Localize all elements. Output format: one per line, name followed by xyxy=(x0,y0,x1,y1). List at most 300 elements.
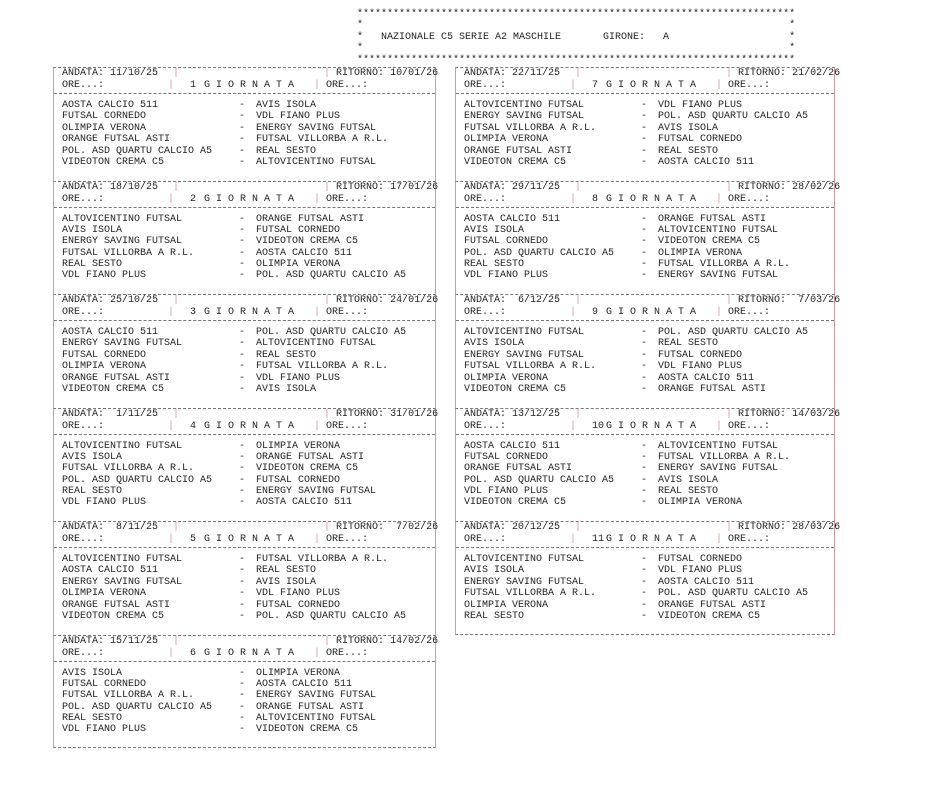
home-team: ENERGY SAVING FUTSAL xyxy=(62,338,183,350)
separator: | xyxy=(168,534,175,545)
away-team: OLIMPIA VERONA xyxy=(658,247,743,259)
match-dash: - xyxy=(239,372,246,384)
andata-label: ANDATA: xyxy=(62,408,105,420)
andata-cell xyxy=(464,522,569,534)
away-team: AOSTA CALCIO 511 xyxy=(256,497,353,509)
separator: | xyxy=(314,647,327,659)
header-banner xyxy=(357,9,795,66)
away-team: AOSTA CALCIO 511 xyxy=(256,247,353,259)
match-row xyxy=(456,327,834,338)
match-row xyxy=(54,452,435,463)
match-row xyxy=(456,214,834,225)
round-header xyxy=(456,68,841,94)
andata-cell xyxy=(464,182,569,194)
giornata-label: G I O R N A T A xyxy=(606,534,697,545)
match-row xyxy=(54,679,435,690)
match-row xyxy=(54,713,435,724)
match-row xyxy=(54,123,435,134)
round-block xyxy=(455,181,841,295)
home-team: AVIS ISOLA xyxy=(464,565,525,577)
match-dash: - xyxy=(239,361,246,373)
match-row xyxy=(456,236,834,247)
round-block xyxy=(455,408,841,522)
match-row xyxy=(54,690,435,701)
andata-cell xyxy=(62,68,167,80)
home-team: FUTSAL CORNEDO xyxy=(62,678,147,690)
home-team: VDL FIANO PLUS xyxy=(62,497,147,509)
header-ore-row xyxy=(62,194,443,206)
away-team: VDL FIANO PLUS xyxy=(256,111,341,123)
home-team: VIDEOTON CREMA C5 xyxy=(62,156,165,168)
match-dash: - xyxy=(641,100,648,111)
match-dash: - xyxy=(641,599,648,611)
ore-ritorno: ORE...: xyxy=(728,534,771,545)
match-dash: - xyxy=(239,213,246,225)
ore-ritorno: ORE...: xyxy=(326,307,369,318)
giornata-spacer xyxy=(179,68,324,80)
andata-date: 13/12/25 xyxy=(512,408,561,420)
separator: | xyxy=(168,193,175,205)
banner-blank-bottom: * * xyxy=(357,43,796,55)
giornata-label: G I O R N A T A xyxy=(204,307,295,318)
home-team: OLIMPIA VERONA xyxy=(464,372,549,384)
match-row xyxy=(54,497,435,508)
match-row xyxy=(54,384,435,395)
match-row xyxy=(54,134,435,145)
separator: | xyxy=(324,295,337,306)
match-dash: - xyxy=(239,122,246,134)
separator: | xyxy=(569,522,582,533)
giornata-number: 1 xyxy=(190,80,197,91)
home-team: POL. ASD QUARTU CALCIO A5 xyxy=(62,701,213,713)
match-row xyxy=(54,236,435,247)
ritorno-label: RITORNO: xyxy=(336,181,385,193)
home-team: POL. ASD QUARTU CALCIO A5 xyxy=(62,474,213,486)
ore-ritorno: ORE...: xyxy=(326,420,369,432)
header-dates-row xyxy=(464,409,842,421)
home-team: VIDEOTON CREMA C5 xyxy=(464,497,567,509)
giornata-spacer xyxy=(179,409,324,421)
andata-date: 6/12/25 xyxy=(512,295,561,306)
home-team: ORANGE FUTSAL ASTI xyxy=(464,463,573,475)
away-team: AVIS ISOLA xyxy=(256,576,317,588)
giornata-label: G I O R N A T A xyxy=(204,647,295,659)
away-team: VDL FIANO PLUS xyxy=(658,100,743,111)
andata-label: ANDATA: xyxy=(464,522,507,533)
match-dash: - xyxy=(239,270,246,282)
match-dash: - xyxy=(641,497,648,509)
home-team: FUTSAL VILLORBA A R.L. xyxy=(464,122,597,134)
away-team: FUTSAL CORNEDO xyxy=(658,134,743,146)
home-team: ORANGE FUTSAL ASTI xyxy=(62,134,171,146)
match-dash: - xyxy=(239,100,246,111)
away-team: FUTSAL VILLORBA A R.L. xyxy=(658,451,791,463)
home-team: AOSTA CALCIO 511 xyxy=(62,100,159,111)
giornata-spacer xyxy=(581,295,726,307)
andata-cell xyxy=(464,409,569,421)
match-dash: - xyxy=(641,349,648,361)
ore-andata: ORE...: xyxy=(62,80,105,91)
home-team: FUTSAL CORNEDO xyxy=(464,451,549,463)
header-ore-row xyxy=(464,421,842,433)
away-team: REAL SESTO xyxy=(256,565,317,577)
match-dash: - xyxy=(239,610,246,622)
ritorno-cell xyxy=(324,68,443,80)
ritorno-cell xyxy=(324,182,443,194)
match-dash: - xyxy=(641,111,648,123)
round-matches xyxy=(456,548,834,622)
home-team: VIDEOTON CREMA C5 xyxy=(62,610,165,622)
home-team: ENERGY SAVING FUTSAL xyxy=(464,576,585,588)
round-matches xyxy=(54,208,435,282)
separator: | xyxy=(167,522,180,533)
banner-stars-bottom: ************************************************************************* xyxy=(357,54,796,66)
ritorno-label: RITORNO: xyxy=(336,68,385,79)
separator: | xyxy=(167,68,180,79)
away-team: ENERGY SAVING FUTSAL xyxy=(658,463,779,475)
match-row xyxy=(456,565,834,576)
ore-andata: ORE...: xyxy=(62,420,105,432)
giornata-label: G I O R N A T A xyxy=(606,193,697,205)
header-ore-row xyxy=(62,80,443,92)
match-dash: - xyxy=(239,701,246,713)
separator: | xyxy=(716,193,729,205)
round-header xyxy=(54,68,439,94)
giornata-number: 11 xyxy=(592,534,605,545)
match-dash: - xyxy=(641,440,648,452)
ore-andata: ORE...: xyxy=(62,193,105,205)
giornata-spacer xyxy=(581,409,726,421)
andata-date: 8/11/25 xyxy=(110,522,159,533)
round-header xyxy=(456,295,841,321)
match-dash: - xyxy=(239,451,246,463)
home-team: FUTSAL CORNEDO xyxy=(62,111,147,123)
giornata-number: 5 xyxy=(190,534,197,545)
round-block xyxy=(455,521,841,635)
ritorno-cell xyxy=(324,522,443,534)
home-team: VDL FIANO PLUS xyxy=(464,270,549,282)
match-row xyxy=(456,134,834,145)
away-team: POL. ASD QUARTU CALCIO A5 xyxy=(256,270,407,282)
andata-date: 15/11/25 xyxy=(110,635,159,647)
header-dates-row xyxy=(464,68,842,80)
away-team: POL. ASD QUARTU CALCIO A5 xyxy=(658,111,809,123)
match-row xyxy=(456,350,834,361)
home-team: REAL SESTO xyxy=(464,610,525,622)
match-row xyxy=(54,702,435,713)
ore-andata: ORE...: xyxy=(464,193,507,205)
away-team: OLIMPIA VERONA xyxy=(256,440,341,452)
home-team: ALTOVICENTINO FUTSAL xyxy=(464,554,585,565)
separator: | xyxy=(716,420,729,432)
match-dash: - xyxy=(239,486,246,498)
header-dates-row xyxy=(464,182,842,194)
match-row xyxy=(456,111,834,122)
away-team: POL. ASD QUARTU CALCIO A5 xyxy=(256,327,407,338)
header-ore-row xyxy=(464,534,842,546)
ritorno-cell xyxy=(324,295,443,307)
andata-cell xyxy=(464,68,569,80)
away-team: VDL FIANO PLUS xyxy=(256,372,341,384)
round-matches xyxy=(54,321,435,395)
separator: | xyxy=(167,295,180,306)
match-dash: - xyxy=(239,690,246,702)
home-team: OLIMPIA VERONA xyxy=(62,361,147,373)
round-header xyxy=(456,522,841,548)
ritorno-date: 14/02/26 xyxy=(390,635,439,647)
giornata-number: 7 xyxy=(592,80,599,91)
match-dash: - xyxy=(239,678,246,690)
away-team: VDL FIANO PLUS xyxy=(658,361,743,373)
ore-andata: ORE...: xyxy=(464,534,507,545)
home-team: ENERGY SAVING FUTSAL xyxy=(62,236,183,248)
match-row xyxy=(54,441,435,452)
giornata-number: 6 xyxy=(190,647,197,659)
header-dates-row xyxy=(464,295,842,307)
giornata-spacer xyxy=(179,182,324,194)
giornata-label: G I O R N A T A xyxy=(204,534,295,545)
home-team: REAL SESTO xyxy=(62,713,123,725)
home-team: OLIMPIA VERONA xyxy=(62,122,147,134)
ore-ritorno: ORE...: xyxy=(728,307,771,318)
home-team: POL. ASD QUARTU CALCIO A5 xyxy=(464,474,615,486)
match-row xyxy=(54,724,435,735)
match-row xyxy=(456,157,834,168)
home-team: FUTSAL VILLORBA A R.L. xyxy=(62,247,195,259)
away-team: AOSTA CALCIO 511 xyxy=(658,372,755,384)
away-team: POL. ASD QUARTU CALCIO A5 xyxy=(256,610,407,622)
match-dash: - xyxy=(239,474,246,486)
ritorno-label: RITORNO: xyxy=(336,295,385,306)
match-row xyxy=(54,668,435,679)
home-team: AOSTA CALCIO 511 xyxy=(62,327,159,338)
header-ore-row xyxy=(62,307,443,319)
ore-ritorno: ORE...: xyxy=(326,647,369,659)
separator: | xyxy=(314,80,327,91)
match-dash: - xyxy=(641,134,648,146)
away-team: REAL SESTO xyxy=(658,145,719,157)
match-dash: - xyxy=(239,463,246,475)
giornata-spacer xyxy=(179,295,324,307)
round-block xyxy=(455,67,841,181)
match-dash: - xyxy=(239,383,246,395)
away-team: FUTSAL VILLORBA A R.L. xyxy=(256,361,389,373)
round-block xyxy=(53,294,439,408)
separator: | xyxy=(569,68,582,79)
match-dash: - xyxy=(641,122,648,134)
andata-label: ANDATA: xyxy=(464,295,507,306)
match-row xyxy=(54,100,435,111)
match-dash: - xyxy=(641,554,648,565)
match-dash: - xyxy=(239,111,246,123)
giornata-spacer xyxy=(581,522,726,534)
andata-cell xyxy=(464,295,569,307)
match-row xyxy=(54,373,435,384)
match-row xyxy=(54,486,435,497)
away-team: ENERGY SAVING FUTSAL xyxy=(256,486,377,498)
match-row xyxy=(54,565,435,576)
away-team: ORANGE FUTSAL ASTI xyxy=(658,383,767,395)
match-dash: - xyxy=(641,338,648,350)
match-row xyxy=(54,338,435,349)
andata-label: ANDATA: xyxy=(62,181,105,193)
header-dates-row xyxy=(464,522,842,534)
match-row xyxy=(456,600,834,611)
away-team: FUTSAL VILLORBA A R.L. xyxy=(256,134,389,146)
round-header xyxy=(54,181,439,208)
separator: | xyxy=(168,420,175,432)
banner-blank-top: * * xyxy=(357,20,796,32)
match-row xyxy=(54,463,435,474)
match-row xyxy=(456,577,834,588)
ritorno-cell xyxy=(324,636,443,648)
andata-label: ANDATA: xyxy=(464,408,507,420)
home-team: OLIMPIA VERONA xyxy=(464,599,549,611)
away-team: ALTOVICENTINO FUTSAL xyxy=(658,440,779,452)
match-row xyxy=(456,463,834,474)
match-row xyxy=(54,111,435,122)
ritorno-cell xyxy=(726,68,842,80)
home-team: ALTOVICENTINO FUTSAL xyxy=(464,100,585,111)
separator: | xyxy=(716,80,729,91)
away-team: POL. ASD QUARTU CALCIO A5 xyxy=(658,327,809,338)
header-ore-row xyxy=(62,534,443,546)
match-row xyxy=(54,327,435,338)
away-team: ENERGY SAVING FUTSAL xyxy=(256,122,377,134)
match-row xyxy=(54,611,435,622)
separator: | xyxy=(726,181,739,193)
ore-andata: ORE...: xyxy=(62,307,105,318)
header-ore-row xyxy=(62,648,443,660)
away-team: OLIMPIA VERONA xyxy=(658,497,743,509)
home-team: ORANGE FUTSAL ASTI xyxy=(464,145,573,157)
match-dash: - xyxy=(641,372,648,384)
round-header xyxy=(54,635,439,662)
match-dash: - xyxy=(239,713,246,725)
match-dash: - xyxy=(239,338,246,350)
giornata-spacer xyxy=(581,68,726,80)
away-team: AVIS ISOLA xyxy=(256,100,317,111)
match-row xyxy=(456,452,834,463)
match-dash: - xyxy=(641,270,648,282)
match-row xyxy=(54,600,435,611)
match-dash: - xyxy=(239,247,246,259)
giornata-label: G I O R N A T A xyxy=(606,80,697,91)
ritorno-date: 14/03/26 xyxy=(792,408,841,420)
away-team: ORANGE FUTSAL ASTI xyxy=(658,599,767,611)
separator: | xyxy=(324,408,337,420)
match-dash: - xyxy=(239,724,246,736)
away-team: AVIS ISOLA xyxy=(256,383,317,395)
away-team: ALTOVICENTINO FUTSAL xyxy=(256,338,377,350)
match-dash: - xyxy=(641,383,648,395)
match-row xyxy=(456,361,834,372)
away-team: ALTOVICENTINO FUTSAL xyxy=(658,224,779,236)
andata-date: 20/12/25 xyxy=(512,522,561,533)
away-team: AOSTA CALCIO 511 xyxy=(658,156,755,168)
away-team: REAL SESTO xyxy=(658,338,719,350)
home-team: ALTOVICENTINO FUTSAL xyxy=(62,213,183,225)
match-row xyxy=(456,486,834,497)
round-header xyxy=(54,295,439,321)
home-team: POL. ASD QUARTU CALCIO A5 xyxy=(464,247,615,259)
separator: | xyxy=(569,408,582,420)
andata-cell xyxy=(62,182,167,194)
home-team: FUTSAL CORNEDO xyxy=(62,349,147,361)
round-matches xyxy=(54,662,435,736)
header-dates-row xyxy=(62,182,443,194)
andata-label: ANDATA: xyxy=(62,68,105,79)
round-matches xyxy=(456,435,834,509)
andata-label: ANDATA: xyxy=(464,181,507,193)
andata-label: ANDATA: xyxy=(62,295,105,306)
header-ore-row xyxy=(464,307,842,319)
giornata-number: 10 xyxy=(592,420,605,432)
match-dash: - xyxy=(641,451,648,463)
match-row xyxy=(54,350,435,361)
match-row xyxy=(54,554,435,565)
ritorno-date: 7/02/26 xyxy=(390,522,439,533)
giornata-label: G I O R N A T A xyxy=(606,307,697,318)
ritorno-label: RITORNO: xyxy=(738,181,787,193)
home-team: AOSTA CALCIO 511 xyxy=(464,440,561,452)
andata-label: ANDATA: xyxy=(464,68,507,79)
away-team: FUTSAL CORNEDO xyxy=(658,349,743,361)
match-row xyxy=(54,270,435,281)
andata-date: 1/11/25 xyxy=(110,408,159,420)
away-team: ENERGY SAVING FUTSAL xyxy=(658,270,779,282)
round-header xyxy=(456,408,841,435)
giornata-label: G I O R N A T A xyxy=(204,193,295,205)
match-row xyxy=(54,248,435,259)
andata-date: 18/10/25 xyxy=(110,181,159,193)
giornata-label: G I O R N A T A xyxy=(204,420,295,432)
home-team: ORANGE FUTSAL ASTI xyxy=(62,599,171,611)
away-team: AVIS ISOLA xyxy=(658,474,719,486)
match-dash: - xyxy=(239,224,246,236)
away-team: FUTSAL CORNEDO xyxy=(256,599,341,611)
giornata-spacer xyxy=(179,522,324,534)
andata-label: ANDATA: xyxy=(62,522,105,533)
match-dash: - xyxy=(641,565,648,577)
round-matches xyxy=(54,435,435,509)
match-dash: - xyxy=(239,440,246,452)
header-dates-row xyxy=(62,295,443,307)
home-team: FUTSAL VILLORBA A R.L. xyxy=(464,361,597,373)
away-team: ENERGY SAVING FUTSAL xyxy=(256,690,377,702)
match-row xyxy=(456,100,834,111)
home-team: AVIS ISOLA xyxy=(62,451,123,463)
ore-ritorno: ORE...: xyxy=(728,80,771,91)
home-team: VDL FIANO PLUS xyxy=(464,486,549,498)
separator: | xyxy=(726,295,739,306)
separator: | xyxy=(168,80,175,91)
andata-cell xyxy=(62,409,167,421)
ritorno-date: 21/02/26 xyxy=(792,68,841,79)
away-team: VIDEOTON CREMA C5 xyxy=(256,463,359,475)
ritorno-date: 31/01/26 xyxy=(390,408,439,420)
round-block xyxy=(455,294,841,408)
match-dash: - xyxy=(239,588,246,600)
separator: | xyxy=(726,408,739,420)
header-dates-row xyxy=(62,68,443,80)
ritorno-cell xyxy=(324,409,443,421)
ritorno-cell xyxy=(726,409,842,421)
match-dash: - xyxy=(239,327,246,338)
separator: | xyxy=(716,307,729,318)
match-dash: - xyxy=(239,599,246,611)
ore-andata: ORE...: xyxy=(464,420,507,432)
